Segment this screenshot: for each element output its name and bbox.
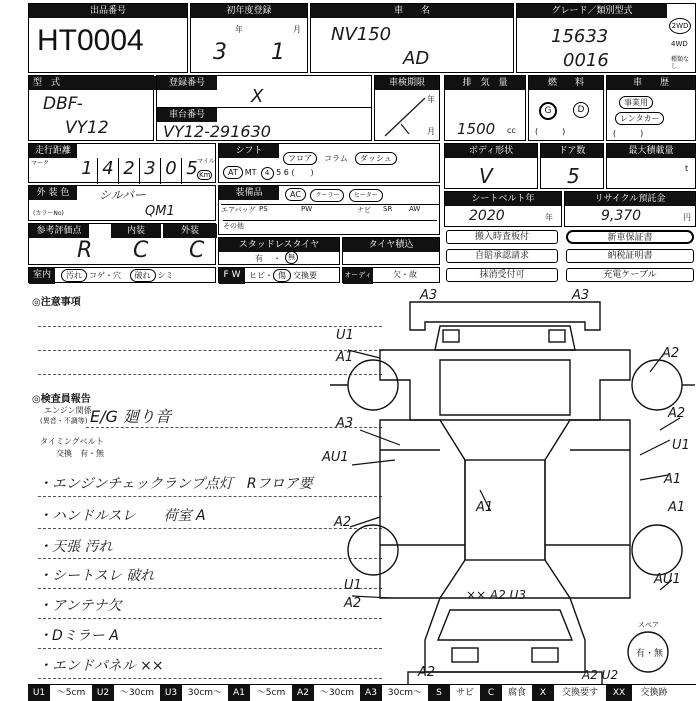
legend-desc: 〜30cm xyxy=(119,688,155,698)
car-name-box xyxy=(310,3,514,73)
mileage-digits xyxy=(77,158,217,184)
equipment-label: 装備品 xyxy=(219,186,279,200)
grade-label: グレード／類別型式 xyxy=(517,4,667,18)
legend-code: A3 xyxy=(360,685,382,701)
shift-type xyxy=(223,166,314,180)
color: シルバー xyxy=(99,188,146,202)
first-registration-label: 初年度登録 xyxy=(191,4,307,18)
equipment-box xyxy=(218,185,440,235)
grade-total-label: 参考評価点 xyxy=(29,224,89,238)
mileage-label: 走行距離 xyxy=(29,144,77,158)
report-item: ・ハンドルスレ 荷室 A xyxy=(38,508,206,524)
grade-code-2: 0016 xyxy=(563,50,609,71)
reg-number: X xyxy=(251,86,264,107)
mileage-unit-mile: マイル xyxy=(197,158,215,165)
report-item: ・シートスレ 破れ xyxy=(38,568,155,584)
car-use-label: 車 歴 xyxy=(607,76,695,90)
report-item: ・アンテナ欠 xyxy=(38,598,122,614)
first-registration-box xyxy=(190,3,308,73)
grade-code-1: 15633 xyxy=(551,26,609,47)
doc-charging-cable[interactable]: 充電ケーブル xyxy=(566,268,694,282)
audio-broken: 故 xyxy=(409,270,417,279)
damage-mark: A3 xyxy=(572,288,590,303)
fuel-box xyxy=(528,75,604,141)
grade-total: R xyxy=(77,238,93,263)
drive-4wd: 4WD xyxy=(671,40,688,48)
studless-no: 無 xyxy=(285,251,298,264)
equip-cooler: クーラー xyxy=(310,189,344,202)
tire-box xyxy=(342,237,440,265)
mileage-unit-km: Km xyxy=(199,171,211,179)
equip-navi: ナビ xyxy=(357,206,371,214)
chassis-label: 車台番号 xyxy=(157,108,217,122)
studless-box: スタッドレスタイヤ 有 ・ 無 xyxy=(218,237,340,265)
shift-speed: 5 xyxy=(276,168,282,177)
car-name-label: 車 名 xyxy=(311,4,513,18)
report-item: ・エンジンチェックランプ点灯 Rフロア要 xyxy=(38,476,313,492)
legend-desc: 〜5cm xyxy=(56,688,86,698)
body-label: ボディ形状 xyxy=(445,144,537,158)
windshield-options: ヒビ・ 傷 交換要 xyxy=(249,271,317,280)
damage-mark: AU1 xyxy=(654,572,681,587)
damage-mark: A3 xyxy=(420,288,438,303)
month-unit: 月 xyxy=(293,25,301,34)
fuel-paren: ( ) xyxy=(535,127,566,136)
damage-mark: A2 xyxy=(668,406,686,421)
damage-legend xyxy=(28,684,696,701)
shift-box xyxy=(218,143,440,183)
shift-mt: MT xyxy=(244,168,257,177)
equip-sr: SR xyxy=(383,205,393,213)
mileage-digit: 3 xyxy=(140,158,161,184)
fuel-gasoline: G xyxy=(539,102,557,120)
displacement: 1500 xyxy=(457,120,496,138)
model: DBF- xyxy=(43,94,83,114)
damage-mark: U1 xyxy=(336,328,354,343)
doc-warranty[interactable]: 新車保証書 xyxy=(566,230,694,244)
damage-mark: A2 xyxy=(662,346,680,361)
report-line xyxy=(38,528,382,529)
mileage-digit: 4 xyxy=(98,158,119,184)
grade-interior-label: 内装 xyxy=(111,224,161,238)
report-title: ◎検査員報告 xyxy=(32,394,91,405)
report-line xyxy=(38,648,382,649)
legend-desc: 30cm〜 xyxy=(187,688,223,698)
equip-pw: PW xyxy=(301,205,313,213)
interior-condition-options: 汚れ コゲ・穴 破れ シミ xyxy=(61,269,174,282)
damage-mark: AU1 xyxy=(322,450,349,465)
equipment-ac-row xyxy=(285,188,385,202)
doc-tax[interactable]: 納税証明書 xyxy=(566,249,694,263)
seatbelt-unit: 年 xyxy=(545,213,553,222)
body-shape: V xyxy=(479,164,493,188)
windshield-replace: 交換要 xyxy=(293,271,317,280)
damage-mark: A2 xyxy=(344,596,362,611)
legend-desc: サビ xyxy=(455,688,474,698)
legend-code: U1 xyxy=(28,685,50,701)
report-item: ・エンドパネル ×× xyxy=(38,658,164,674)
damage-mark: ×× A2 U3 xyxy=(466,588,526,602)
legend-code: A2 xyxy=(292,685,314,701)
car-use-box xyxy=(606,75,696,141)
color-no: QM1 xyxy=(145,204,175,219)
body-box xyxy=(444,143,538,189)
damage-mark: U1 xyxy=(344,578,362,593)
report-line xyxy=(38,588,382,589)
shift-speed: 6 xyxy=(283,168,289,177)
shift-column: コラム xyxy=(324,154,348,163)
capacity-box xyxy=(606,143,696,189)
legend-desc: 交換要す xyxy=(561,688,598,698)
spare-options: 有・無 xyxy=(636,649,664,659)
year-unit: 年 xyxy=(235,25,243,34)
seatbelt-box xyxy=(444,191,562,227)
timing-exchange-label: 交換 xyxy=(56,449,72,458)
grade-box xyxy=(516,3,696,73)
capacity-label: 最大積載量 xyxy=(607,144,695,158)
shift-dash: ダッシュ xyxy=(355,152,397,165)
interior-condition-label: 室内 xyxy=(29,268,55,284)
grades-box xyxy=(28,223,216,265)
inspection-box xyxy=(374,75,440,141)
doors-label: ドア数 xyxy=(541,144,603,158)
chassis-box xyxy=(156,107,372,141)
damage-mark: A2 xyxy=(418,665,436,680)
equip-aw: AW xyxy=(409,205,421,213)
equip-heater: ヒーター xyxy=(349,189,383,202)
audio-missing: 欠 xyxy=(393,270,401,279)
report-line xyxy=(38,496,382,497)
grade-interior: C xyxy=(133,238,149,263)
color-no-label: (カラーNo) xyxy=(33,210,64,217)
legend-code: X xyxy=(532,685,554,701)
legend-desc: 〜5cm xyxy=(256,688,286,698)
car-use-paren: ( ) xyxy=(613,129,644,138)
inspection-month-unit: 月 xyxy=(427,127,435,136)
legend-desc: 〜30cm xyxy=(319,688,355,698)
tire-label: タイヤ積込 xyxy=(343,238,439,252)
mileage-digit: 0 xyxy=(161,158,182,184)
fuel-label: 燃 料 xyxy=(529,76,603,90)
report-item: ・Dミラー A xyxy=(38,628,119,644)
windshield-label: F W xyxy=(219,268,245,284)
legend-desc: 交換跡 xyxy=(640,688,668,698)
recycle-label: リサイクル預託金 xyxy=(565,192,695,206)
first-registration-year: 3 xyxy=(213,40,227,65)
color-box xyxy=(28,185,216,221)
caution-line xyxy=(38,326,382,327)
timing-exchange xyxy=(56,448,104,459)
reg-number-box xyxy=(156,75,372,109)
windshield-crack: ヒビ xyxy=(249,271,265,280)
car-use-business: 事業用 xyxy=(619,96,653,109)
shift-speed: 4 xyxy=(261,167,274,180)
door-count: 5 xyxy=(567,164,580,188)
interior-stain: シミ xyxy=(157,271,174,280)
engine-label: エンジン関係 xyxy=(44,406,92,415)
displacement-label: 排 気 量 xyxy=(445,76,525,90)
legend-code: A1 xyxy=(228,685,250,701)
legend-code: U3 xyxy=(160,685,182,701)
reg-number-label: 登録番号 xyxy=(157,76,217,90)
engine-sub: (異音・不調等) xyxy=(40,417,88,425)
report-line xyxy=(38,678,382,679)
damage-mark: A1 xyxy=(668,500,686,515)
interior-tear: 破れ xyxy=(130,269,156,282)
interior-dirt: 汚れ xyxy=(61,269,87,282)
car-use-rental: レンタカー xyxy=(615,112,664,125)
color-label: 外 装 色 xyxy=(29,186,77,200)
legend-code: XX xyxy=(606,685,632,701)
report-line xyxy=(38,558,382,559)
mileage-mark: マーク xyxy=(31,160,50,167)
windshield-condition xyxy=(218,267,340,283)
legend-desc: 腐食 xyxy=(507,688,526,698)
report-item: ・天張 汚れ xyxy=(38,539,113,555)
inspection-label: 車検期限 xyxy=(375,76,439,90)
lot-number-box xyxy=(28,3,188,73)
interior-burn: コゲ xyxy=(89,271,105,280)
grade-exterior-label: 外装 xyxy=(163,224,217,238)
shift-floor: フロア xyxy=(283,152,317,165)
studless-label: スタッドレスタイヤ xyxy=(219,238,339,252)
caution-line xyxy=(38,350,382,351)
windshield-scratch: 傷 xyxy=(273,269,291,282)
capacity-unit: t xyxy=(685,164,689,173)
shift-options xyxy=(283,146,399,165)
doc-cancel[interactable]: 抹消受付可 xyxy=(446,268,558,282)
grade-exterior: C xyxy=(189,238,205,263)
spare-label: スペア xyxy=(638,621,659,629)
shift-paren: ( ) xyxy=(291,168,314,177)
damage-mark: A1 xyxy=(664,472,682,487)
mileage-digit: 2 xyxy=(119,158,140,184)
drive-other: 種類なし xyxy=(671,56,690,70)
timing-options: 有・無 xyxy=(80,449,104,458)
damage-mark: A2 xyxy=(334,515,352,530)
damage-mark: A1 xyxy=(476,500,494,515)
timing-label: タイミングベルト xyxy=(40,437,104,446)
damage-mark: U1 xyxy=(672,438,690,453)
fuel-diesel: D xyxy=(573,102,589,118)
audio-options: 欠・故 xyxy=(393,270,417,279)
caution-line xyxy=(38,374,382,375)
equip-ac: AC xyxy=(285,188,306,201)
chassis-number: VY12-291630 xyxy=(163,122,271,141)
damage-mark: A3 xyxy=(336,416,354,431)
displacement-box xyxy=(444,75,526,141)
recycle-amount: 9,370 xyxy=(601,208,642,224)
seatbelt-label: シートベルト年 xyxy=(445,192,561,206)
model-box xyxy=(28,75,154,141)
inspection-year-unit: 年 xyxy=(427,95,435,104)
equipment-row-2 xyxy=(221,204,439,219)
equip-ps: PS xyxy=(259,205,268,213)
audio-condition xyxy=(342,267,440,293)
car-name: NV150 xyxy=(331,24,392,45)
model-2: VY12 xyxy=(65,118,109,138)
lot-number-label: 出品番号 xyxy=(29,4,187,18)
first-registration-month: 1 xyxy=(271,40,285,65)
seatbelt-year: 2020 xyxy=(469,208,505,224)
studless-yes: 有 xyxy=(255,254,263,263)
mileage-box xyxy=(28,143,216,183)
shift-at: AT xyxy=(223,166,243,179)
drive-2wd: 2WD xyxy=(669,18,691,34)
legend-code: C xyxy=(480,685,502,701)
legend-code: S xyxy=(428,685,450,701)
audio-label: オーディオ xyxy=(343,268,373,284)
car-grade: AD xyxy=(403,48,430,69)
doors-box xyxy=(540,143,604,189)
recycle-unit: 円 xyxy=(683,213,691,222)
legend-code: U2 xyxy=(92,685,114,701)
mileage-digit: 5 xyxy=(186,158,198,179)
report-line xyxy=(38,618,382,619)
doc-compulsory[interactable]: 自賠承認請求 xyxy=(446,249,558,263)
damage-mark: A2 U2 xyxy=(582,668,619,682)
interior-condition xyxy=(28,267,216,283)
engine-note: E/G 廻り音 xyxy=(90,407,171,426)
interior-hole: 穴 xyxy=(113,271,121,280)
lot-number: HT0004 xyxy=(37,24,144,57)
damage-mark: A1 xyxy=(336,350,354,365)
mileage-digit: 1 xyxy=(77,158,98,184)
displacement-unit: cc xyxy=(507,126,516,135)
legend-desc: 30cm〜 xyxy=(387,688,423,698)
shift-label: シフト xyxy=(219,144,279,158)
caution-title: ◎注意事項 xyxy=(32,297,81,308)
model-label: 型 式 xyxy=(29,76,159,90)
doc-carry-board[interactable]: 搬入時査板付 xyxy=(446,230,558,244)
equip-airbag: エアバッグ xyxy=(221,206,256,214)
recycle-box xyxy=(564,191,696,227)
equip-other: その他 xyxy=(223,220,437,231)
